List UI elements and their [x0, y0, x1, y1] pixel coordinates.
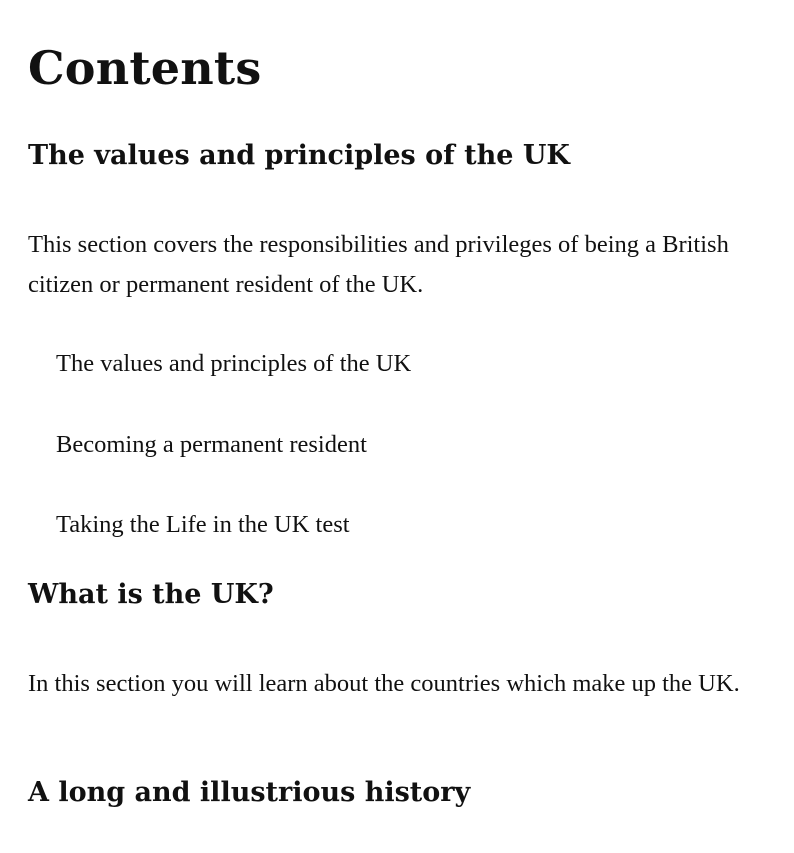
section-heading-history[interactable]: A long and illustrious history — [28, 777, 471, 808]
page-title: Contents — [28, 41, 262, 95]
contents-item-permanent-resident[interactable]: Becoming a permanent resident — [56, 431, 367, 458]
section-heading-values[interactable]: The values and principles of the UK — [28, 140, 570, 171]
section-heading-what-is-uk[interactable]: What is the UK? — [28, 579, 274, 610]
contents-item-life-in-uk-test[interactable]: Taking the Life in the UK test — [56, 511, 350, 538]
section-description-values: This section covers the responsibilities and privileges of being a British citizen or permanent resident of the UK. — [28, 231, 729, 298]
section-description-what-is-uk: In this section you will learn about the countries which make up the UK. — [28, 670, 740, 697]
contents-item-values-principles[interactable]: The values and principles of the UK — [56, 350, 412, 377]
